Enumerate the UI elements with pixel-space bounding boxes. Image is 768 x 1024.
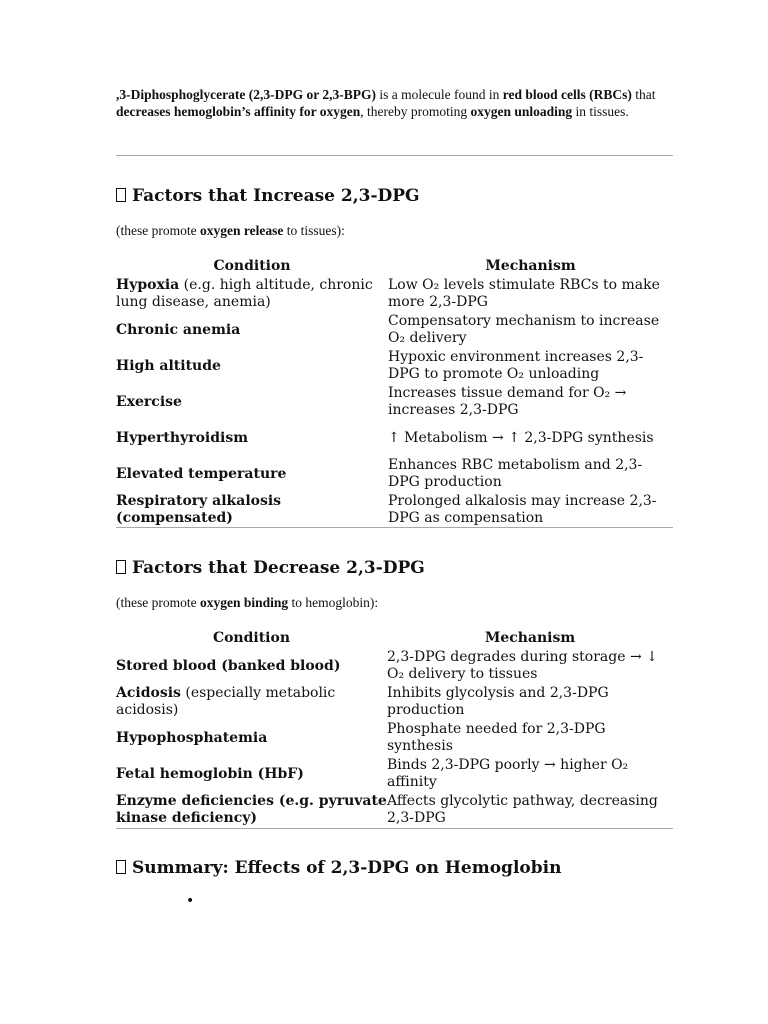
mechanism-cell: Affects glycolytic pathway, decreasing 2,3-DPG — [387, 793, 658, 826]
condition-name: High altitude — [116, 357, 221, 374]
mechanism-cell: Hypoxic environment increases 2,3-DPG to promote O₂ unloading — [388, 349, 644, 382]
table-row — [116, 792, 673, 828]
intro-text: is a molecule found in — [375, 87, 503, 102]
condition-cell — [116, 792, 387, 828]
table-header-row — [116, 256, 673, 276]
condition-name: Chronic anemia — [116, 321, 241, 338]
header-condition: Condition — [212, 630, 291, 646]
condition-name: Hypophosphatemia — [116, 729, 268, 746]
increase-note — [116, 223, 345, 239]
mechanism-cell: Binds 2,3-DPG poorly → higher O₂ affinity — [387, 757, 629, 790]
decrease-table — [116, 628, 673, 828]
decrease-heading — [116, 558, 425, 578]
document-page — [116, 86, 673, 909]
table-row — [116, 384, 673, 420]
table-bottom-rule — [116, 828, 673, 829]
condition-cell — [116, 720, 387, 756]
intro-text: that — [631, 87, 656, 102]
note-text: to tissues): — [283, 223, 345, 238]
table-row — [116, 348, 673, 384]
intro-paragraph — [116, 86, 673, 120]
increase-heading — [116, 186, 420, 206]
condition-cell — [116, 312, 388, 348]
missing-glyph-icon — [116, 860, 126, 874]
missing-glyph-icon — [116, 560, 126, 574]
condition-detail: (e.g. high altitude, chronic lung disease, anemia) — [116, 277, 373, 310]
table-row — [116, 492, 673, 528]
increase-table — [116, 256, 673, 528]
table-row — [116, 684, 673, 720]
condition-name: Stored blood (banked blood) — [116, 657, 341, 674]
mechanism-cell: Inhibits glycolysis and 2,3-DPG production — [387, 685, 609, 718]
note-text: (these promote — [116, 595, 200, 610]
intro-text: , thereby promoting — [360, 104, 471, 119]
condition-name: Hypoxia — [116, 277, 180, 293]
summary-heading — [116, 858, 561, 878]
condition-cell — [116, 420, 388, 456]
mechanism-cell: Compensatory mechanism to increase O₂ delivery — [388, 313, 660, 346]
decrease-note — [116, 595, 378, 611]
condition-cell — [116, 756, 387, 792]
header-condition: Condition — [213, 258, 291, 274]
note-bold: oxygen binding — [199, 595, 289, 610]
condition-cell — [116, 276, 388, 312]
table-header-row — [116, 628, 673, 648]
note-text: to hemoglobin): — [288, 595, 379, 610]
condition-name: Respiratory alkalosis (compensated) — [116, 493, 282, 526]
condition-name: Acidosis — [116, 685, 181, 701]
condition-cell — [116, 648, 387, 684]
condition-name: Exercise — [116, 393, 182, 410]
intro-bold-unloading: oxygen unloading — [470, 104, 573, 119]
mechanism-cell: ↑ Metabolism → ↑ 2,3-DPG synthesis — [388, 429, 654, 446]
header-mechanism: Mechanism — [484, 630, 576, 646]
intro-bold-rbc: red blood cells (RBCs) — [502, 87, 632, 102]
mechanism-cell: Increases tissue demand for O₂ → increases 2,3-DPG — [388, 385, 627, 418]
summary-heading-text: Summary: Effects of 2,3-DPG on Hemoglobin — [132, 858, 562, 878]
bullet-point: • — [186, 893, 195, 909]
divider — [116, 155, 673, 156]
mechanism-cell: Phosphate needed for 2,3-DPG synthesis — [387, 721, 606, 754]
condition-name: Elevated temperature — [116, 465, 287, 482]
increase-heading-text: Factors that Increase 2,3-DPG — [132, 186, 420, 206]
missing-glyph-icon — [116, 188, 126, 202]
condition-name: Hyperthyroidism — [116, 429, 249, 446]
intro-text: in tissues. — [572, 104, 629, 119]
condition-name: Fetal hemoglobin (HbF) — [116, 765, 304, 782]
table-row — [116, 276, 673, 312]
header-mechanism: Mechanism — [485, 258, 576, 274]
condition-name: Enzyme deficiencies (e.g. pyruvate kinase deficiency) — [116, 793, 387, 826]
condition-cell — [116, 684, 387, 720]
table-bottom-rule — [116, 527, 673, 528]
intro-term: ,3-Diphosphoglycerate (2,3-DPG or 2,3-BPG) — [116, 87, 376, 102]
decrease-heading-text: Factors that Decrease 2,3-DPG — [132, 558, 425, 578]
mechanism-cell: Prolonged alkalosis may increase 2,3-DPG as compensation — [388, 493, 657, 526]
table-row — [116, 456, 673, 492]
mechanism-cell: 2,3-DPG degrades during storage → ↓ O₂ delivery to tissues — [387, 649, 658, 682]
table-row — [116, 720, 673, 756]
condition-cell — [116, 348, 388, 384]
table-row — [116, 312, 673, 348]
table-row — [116, 756, 673, 792]
note-bold: oxygen release — [199, 223, 284, 238]
condition-cell — [116, 492, 388, 528]
mechanism-cell: Enhances RBC metabolism and 2,3-DPG production — [388, 457, 643, 490]
condition-cell — [116, 456, 388, 492]
intro-bold-affinity: decreases hemoglobin’s affinity for oxygen — [116, 104, 361, 119]
condition-detail: (especially metabolic acidosis) — [116, 685, 336, 718]
table-row — [116, 420, 673, 456]
mechanism-cell: Low O₂ levels stimulate RBCs to make more 2,3-DPG — [388, 277, 660, 310]
table-row — [116, 648, 673, 684]
note-text: (these promote — [116, 223, 200, 238]
condition-cell — [116, 384, 388, 420]
